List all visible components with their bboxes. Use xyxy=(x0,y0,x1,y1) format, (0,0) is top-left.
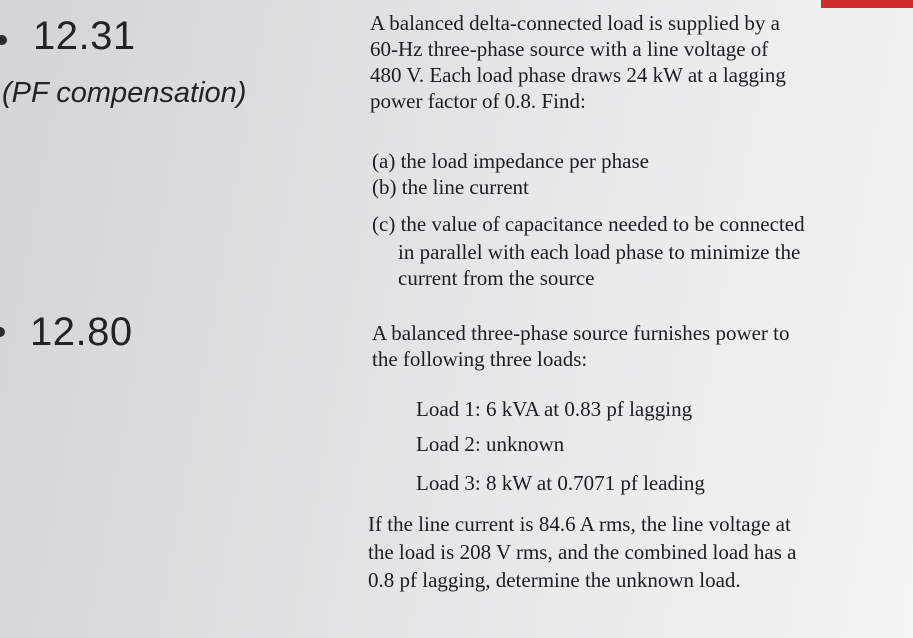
load-item: Load 1: 6 kVA at 0.83 pf lagging xyxy=(416,397,693,421)
closing-line: If the line current is 84.6 A rms, the line voltage at xyxy=(368,512,791,536)
part-c-continuation: current from the source xyxy=(398,266,595,290)
closing-line: the load is 208 V rms, and the combined load has a xyxy=(368,540,797,564)
part-label: (a) xyxy=(372,149,396,173)
statement-line: 60-Hz three-phase source with a line voltage of xyxy=(370,37,769,61)
part-text: the value of capacitance needed to be connected xyxy=(400,212,805,236)
part-b xyxy=(372,174,529,200)
bullet-icon xyxy=(0,35,7,45)
statement-line: the following three loads: xyxy=(372,347,588,371)
part-label: (c) xyxy=(372,212,396,236)
part-label: (b) xyxy=(372,175,397,199)
part-c-continuation: in parallel with each load phase to minimize the xyxy=(398,240,801,264)
part-a xyxy=(372,148,649,174)
part-text: the load impedance per phase xyxy=(400,149,649,173)
closing-line: 0.8 pf lagging, determine the unknown load. xyxy=(368,568,741,592)
problem-statement xyxy=(370,10,786,114)
load-item: Load 3: 8 kW at 0.7071 pf leading xyxy=(416,471,705,495)
statement-line: power factor of 0.8. Find: xyxy=(370,89,586,113)
problem-number: 12.31 xyxy=(33,14,136,58)
statement-line: A balanced three-phase source furnishes power to xyxy=(372,321,790,345)
part-text: the line current xyxy=(401,175,529,199)
statement-line: A balanced delta-connected load is supplied by a xyxy=(370,11,780,35)
red-accent-bar xyxy=(821,0,913,8)
part-c xyxy=(372,211,805,237)
statement-line: 480 V. Each load phase draws 24 kW at a lagging xyxy=(370,63,786,87)
load-item: Load 2: unknown xyxy=(416,432,565,456)
bullet-icon xyxy=(0,327,5,337)
problem-number: 12.80 xyxy=(30,310,133,354)
problem-statement xyxy=(372,320,790,372)
problem-closing xyxy=(368,510,796,594)
problem-subtitle: (PF compensation) xyxy=(2,77,247,109)
